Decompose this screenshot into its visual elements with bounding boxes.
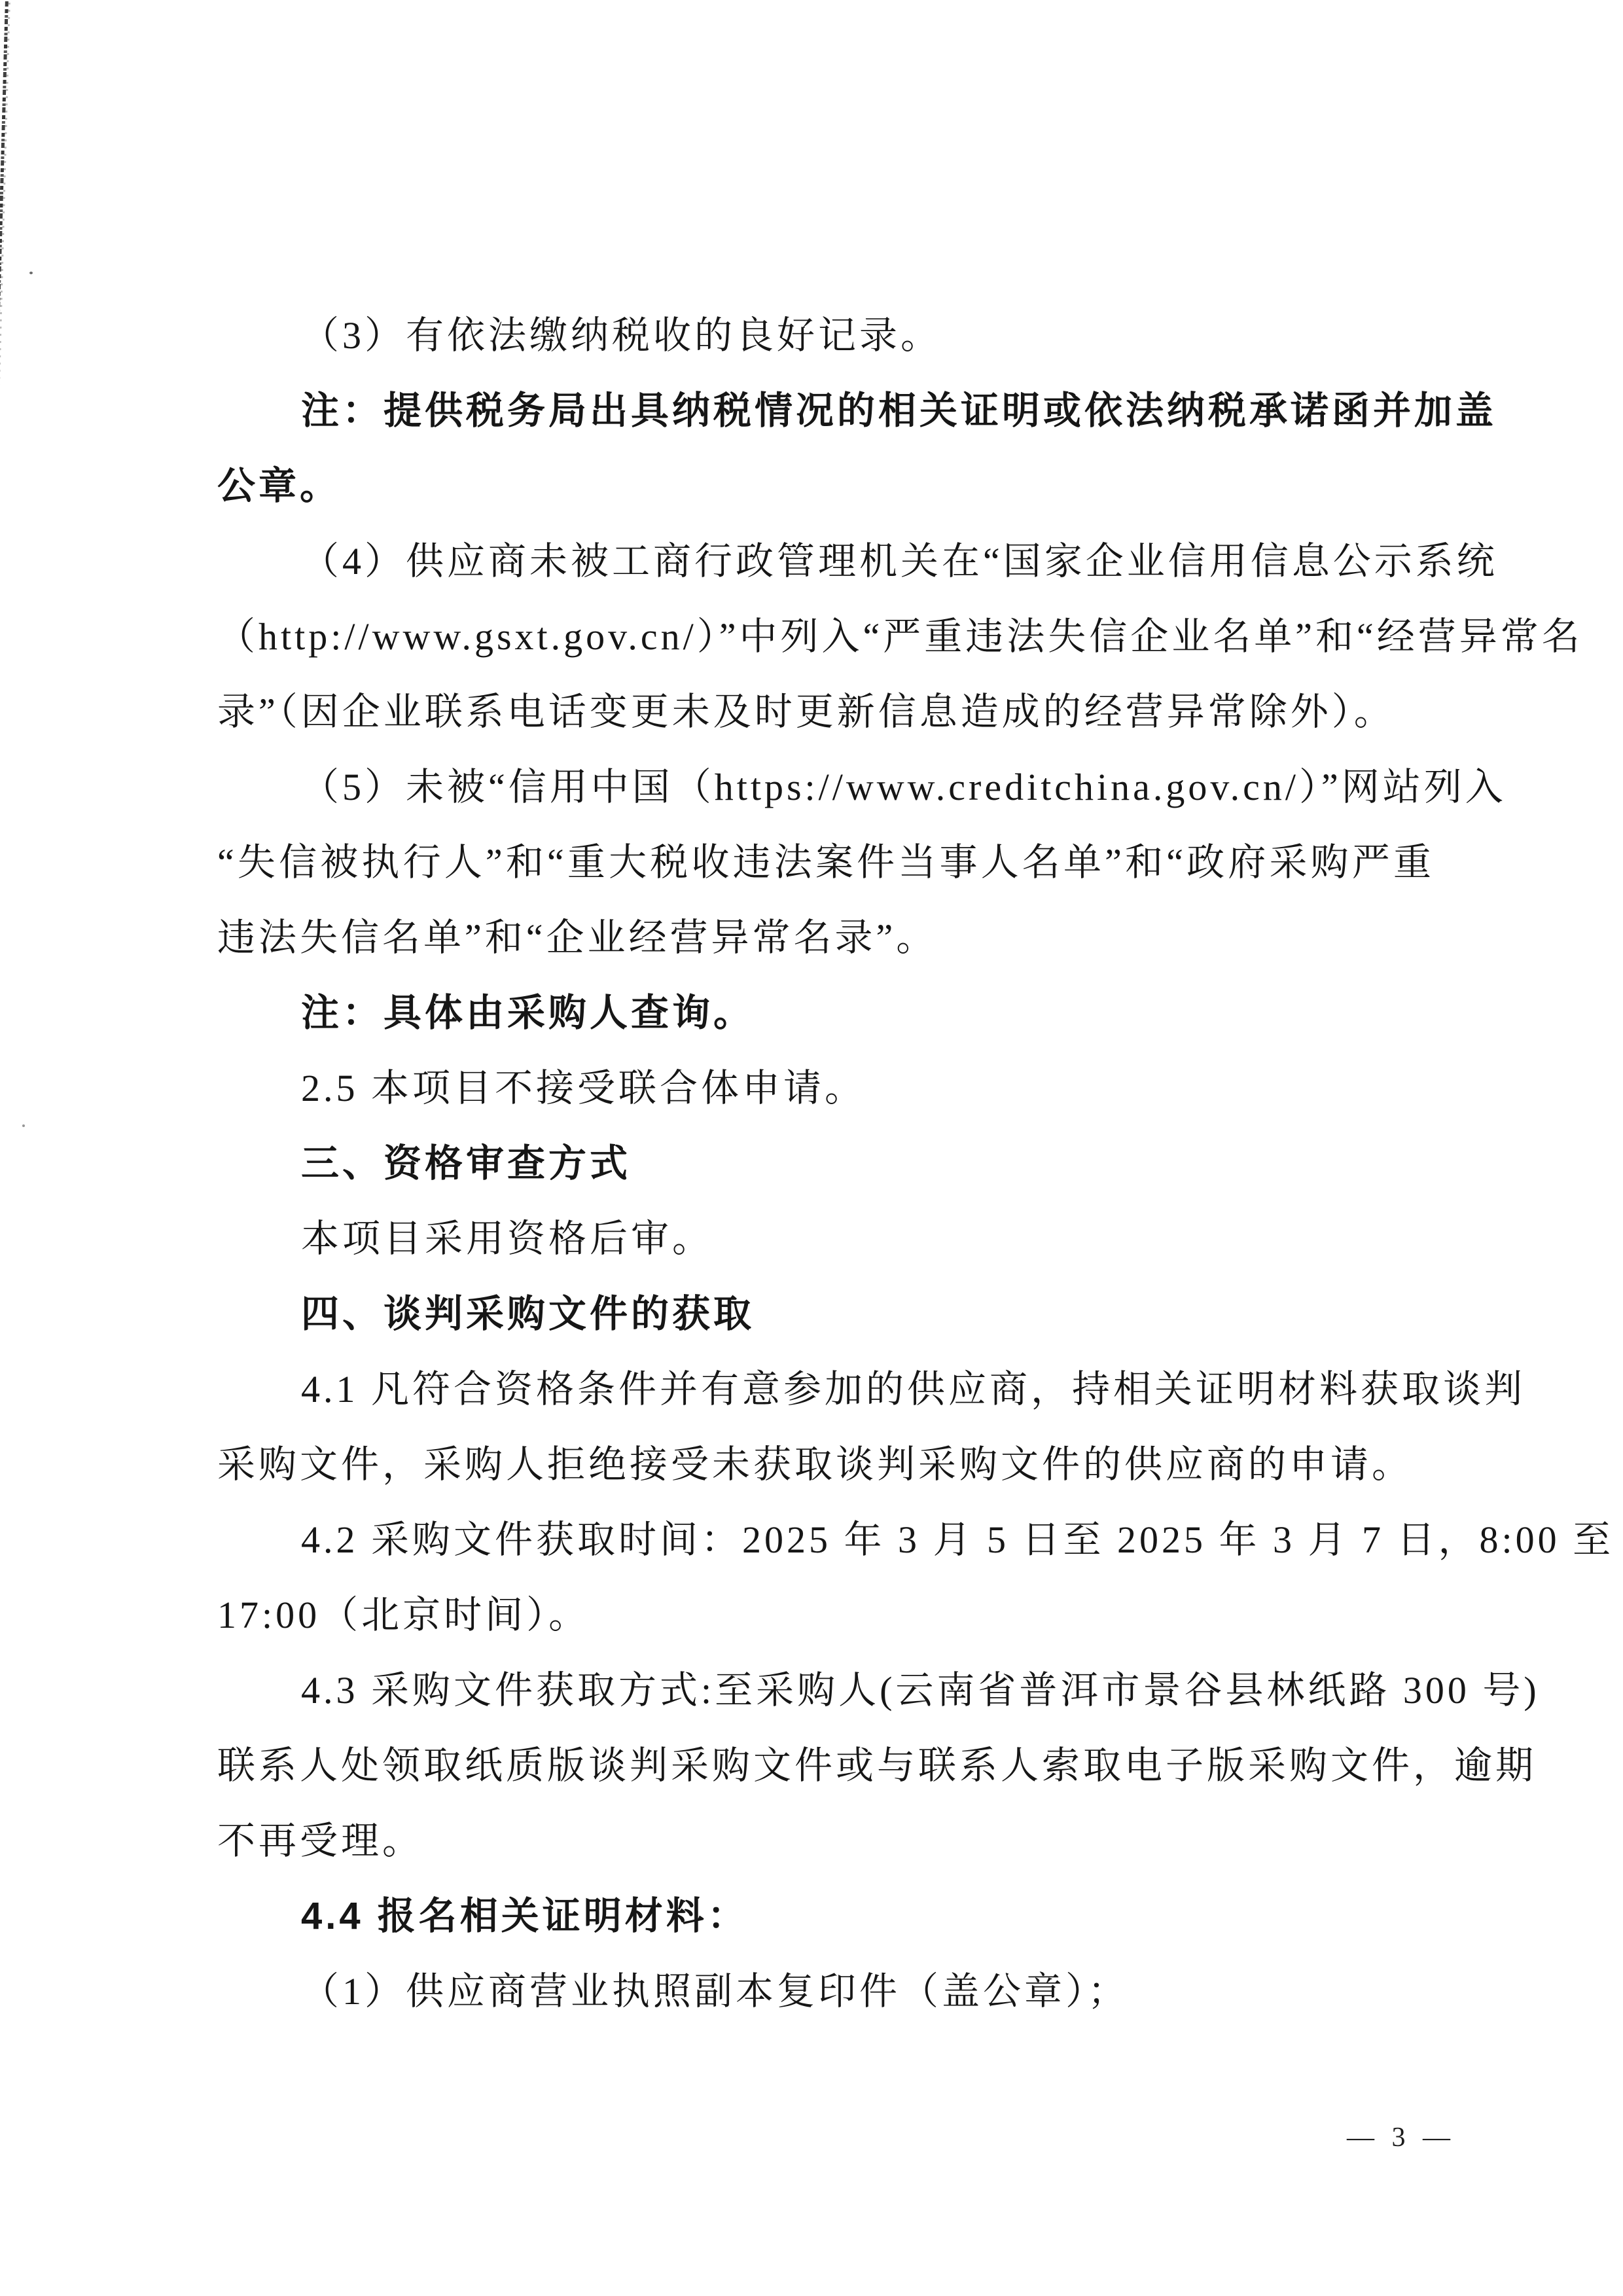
text-line: 4.3 采购文件获取方式:至采购人(云南省普洱市景谷县林纸路 300 号): [301, 1669, 1540, 1712]
text-line: 不再受理。: [217, 1820, 424, 1862]
section-heading: 四、谈判采购文件的获取: [301, 1293, 755, 1335]
text-line: 4.2 采购文件获取时间：2025 年 3 月 5 日至 2025 年 3 月 7 日，8:00 至: [301, 1518, 1614, 1561]
text-line: 4.1 凡符合资格条件并有意参加的供应商，持相关证明材料获取谈判: [301, 1368, 1526, 1410]
text-line: （1）供应商营业执照副本复印件（盖公章）；: [301, 1970, 1130, 2013]
document-body: [217, 298, 1614, 2029]
scan-edge-artifact: [0, 0, 9, 2296]
text-line: 本项目采用资格后审。: [301, 1217, 714, 1260]
text-line: 联系人处领取纸质版谈判采购文件或与联系人索取电子版采购文件，逾期: [217, 1744, 1537, 1787]
note-line: 注：提供税务局出具纳税情况的相关证明或依法纳税承诺函并加盖: [301, 389, 1497, 432]
text-line: （3）有依法缴纳税收的良好记录。: [301, 314, 942, 357]
page-number: — 3 —: [1347, 2123, 1455, 2153]
scan-edge-artifact-secondary: [0, 0, 11, 2296]
text-line: 17:00（北京时间）。: [217, 1594, 590, 1636]
text-line: （4）供应商未被工商行政管理机关在“国家企业信用信息公示系统: [301, 540, 1498, 583]
text-line: “失信被执行人”和“重大税收违法案件当事人名单”和“政府采购严重: [217, 841, 1435, 884]
section-heading: 三、资格审查方式: [301, 1142, 632, 1185]
scan-speck: [29, 272, 33, 274]
subsection-heading: 4.4 报名相关证明材料：: [301, 1895, 749, 1937]
note-line: 注：具体由采购人查询。: [301, 992, 755, 1034]
scan-speck: [22, 1124, 25, 1127]
text-line: 2.5 本项目不接受联合体申请。: [301, 1067, 866, 1109]
text-line: 违法失信名单”和“企业经营异常名录”。: [217, 916, 938, 959]
text-line: （5）未被“信用中国（https://www.creditchina.gov.cn/）”网站列入: [301, 766, 1507, 808]
text-line: 采购文件，采购人拒绝接受未获取谈判采购文件的供应商的申请。: [217, 1443, 1414, 1486]
note-line: 公章。: [217, 465, 342, 507]
text-line: （http://www.gsxt.gov.cn/）”中列入“严重违法失信企业名单”和“经营异常名: [217, 615, 1583, 658]
text-line: 录”（因企业联系电话变更未及时更新信息造成的经营异常除外）。: [217, 691, 1395, 733]
